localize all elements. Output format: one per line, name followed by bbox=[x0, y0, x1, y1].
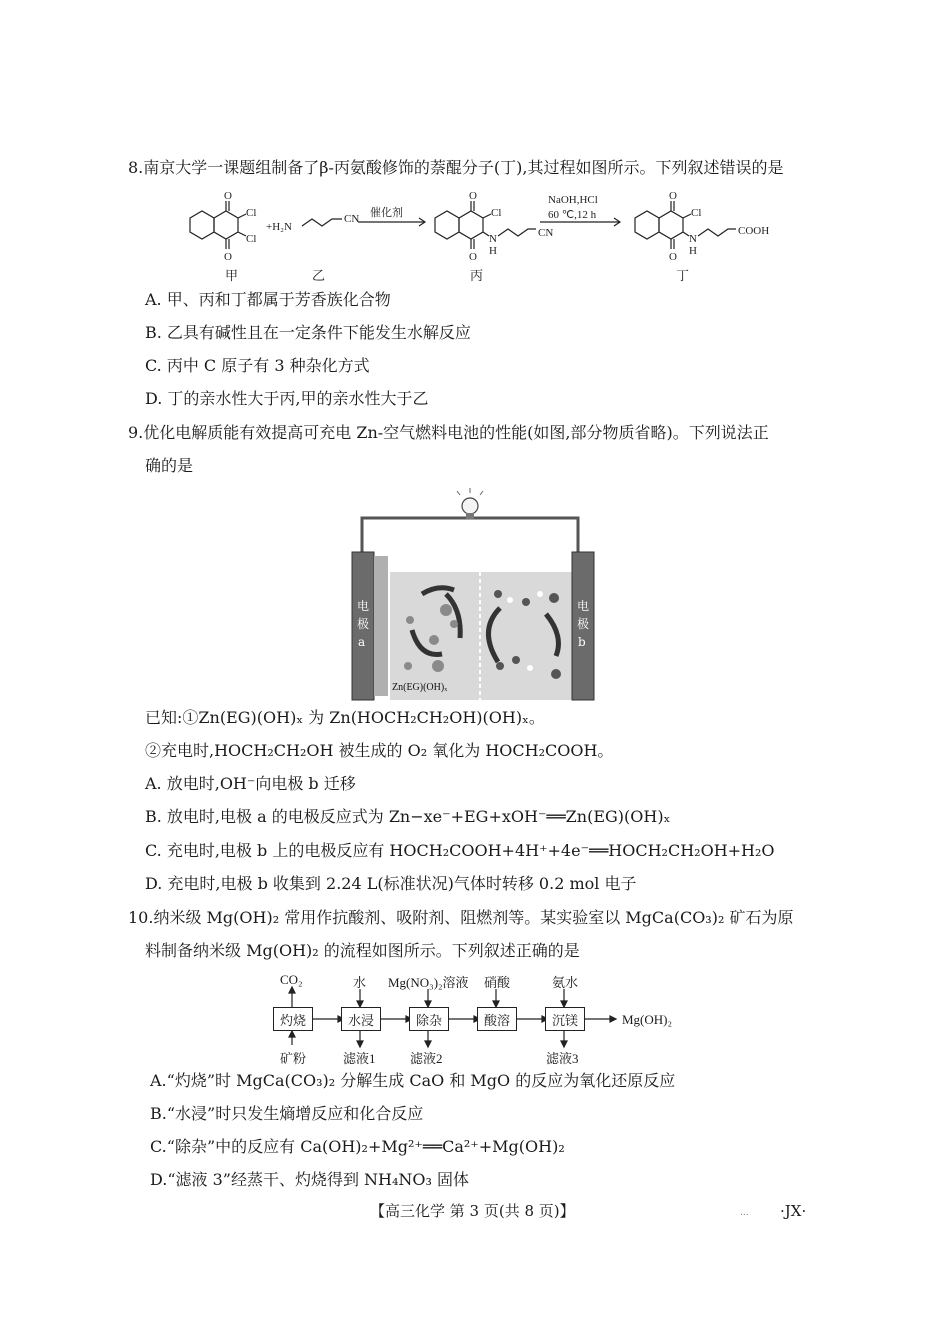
flow-step-acid-dissolve: 酸溶 bbox=[477, 1007, 517, 1031]
q9-stem-line2: 确的是 bbox=[145, 456, 194, 475]
q8-stem: 8.南京大学一课题组制备了β-丙氨酸修饰的萘醌分子(丁),其过程如图所示。下列叙述错误的是 bbox=[128, 158, 784, 177]
footer-page-info: 【高三化学 第 3 页(共 8 页)】 bbox=[370, 1202, 575, 1220]
cn-label: CN bbox=[344, 213, 360, 225]
o-label: O bbox=[669, 190, 677, 202]
cl-label: Cl bbox=[246, 233, 257, 245]
n-label: N bbox=[689, 233, 697, 245]
q8-reaction-scheme bbox=[180, 188, 780, 283]
q9-option-b: B. 放电时,电极 a 的电极反应式为 Zn−xe⁻+EG+xOH⁻══Zn(EG)(OH)ₓ bbox=[145, 807, 671, 826]
reagent-catalyst: 催化剂 bbox=[370, 207, 403, 219]
reagent-naoh-hcl: NaOH,HCl bbox=[548, 194, 598, 206]
n-label: N bbox=[489, 233, 497, 245]
q9-known-1: 已知:①Zn(EG)(OH)ₓ 为 Zn(HOCH₂CH₂OH)(OH)ₓ。 bbox=[145, 708, 545, 727]
q10-option-b: B.“水浸”时只发生熵增反应和化合反应 bbox=[150, 1104, 424, 1123]
flow-output-filtrate-1: 滤液1 bbox=[343, 1051, 376, 1066]
o-label: O bbox=[469, 190, 477, 202]
lightbulb-icon bbox=[457, 488, 483, 519]
flow-input-water: 水 bbox=[353, 975, 367, 990]
cl-label: Cl bbox=[491, 207, 502, 219]
flow-output-filtrate-3: 滤液3 bbox=[546, 1051, 579, 1066]
q9-known-2: ②充电时,HOCH₂CH₂OH 被生成的 O₂ 氧化为 HOCH₂COOH。 bbox=[145, 741, 614, 760]
footer-dots: ... bbox=[740, 1208, 749, 1218]
q8-option-d: D. 丁的亲水性大于丙,甲的亲水性大于乙 bbox=[145, 389, 429, 408]
flow-product: Mg(OH)₂ bbox=[622, 1012, 673, 1027]
label-ding: 丁 bbox=[676, 268, 690, 283]
o-label: O bbox=[669, 251, 677, 263]
label-bing: 丙 bbox=[470, 268, 484, 283]
q9-option-a: A. 放电时,OH⁻向电极 b 迁移 bbox=[145, 774, 356, 793]
q10-option-c: C.“除杂”中的反应有 Ca(OH)₂+Mg²⁺══Ca²⁺+Mg(OH)₂ bbox=[150, 1137, 565, 1156]
h2n-label: +H₂N bbox=[266, 221, 292, 233]
reagent-conditions: 60 ℃,12 h bbox=[548, 209, 597, 221]
h-label: H bbox=[489, 245, 497, 257]
product-label: Zn(EG)(OH)ₓ bbox=[392, 682, 448, 693]
h-label: H bbox=[689, 245, 697, 257]
q10-option-a: A.“灼烧”时 MgCa(CO₃)₂ 分解生成 CaO 和 MgO 的反应为氧化还原反应 bbox=[150, 1071, 676, 1090]
electrode-a-char: 极 bbox=[357, 617, 370, 631]
q9-option-d: D. 充电时,电极 b 收集到 2.24 L(标准状况)气体时转移 0.2 mol 电子 bbox=[145, 874, 637, 893]
label-yi: 乙 bbox=[312, 268, 326, 283]
battery-figure bbox=[350, 490, 602, 700]
cl-label: Cl bbox=[691, 207, 702, 219]
flow-output-co2: CO₂ bbox=[280, 972, 303, 987]
q9-stem-line1: 9.优化电解质能有效提高可充电 Zn-空气燃料电池的性能(如图,部分物质省略)。下列说法正 bbox=[128, 423, 769, 442]
q8-option-a: A. 甲、丙和丁都属于芳香族化合物 bbox=[145, 290, 391, 309]
flow-step-calcine: 灼烧 bbox=[273, 1007, 313, 1031]
electrode-b-char: 电 bbox=[577, 599, 590, 613]
q10-stem-line1: 10.纳米级 Mg(OH)₂ 常用作抗酸剂、吸附剂、阻燃剂等。某实验室以 MgCa(CO₃)₂ 矿石为原 bbox=[128, 908, 794, 927]
q10-option-d: D.“滤液 3”经蒸干、灼烧得到 NH₄NO₃ 固体 bbox=[150, 1170, 470, 1189]
electrode-a-char: 电 bbox=[357, 599, 370, 613]
q10-stem-line2: 料制备纳米级 Mg(OH)₂ 的流程如图所示。下列叙述正确的是 bbox=[145, 941, 580, 960]
cl-label: Cl bbox=[246, 207, 257, 219]
electrode-b-char: b bbox=[578, 635, 586, 649]
cn-label: CN bbox=[538, 227, 554, 239]
flow-input-mg-nitrate: Mg(NO₃)₂溶液 bbox=[388, 975, 469, 990]
cooh-label: COOH bbox=[738, 225, 770, 237]
flow-output-filtrate-2: 滤液2 bbox=[410, 1051, 443, 1066]
electrode-a-char: a bbox=[358, 635, 366, 649]
o-label: O bbox=[224, 251, 232, 263]
q8-option-b: B. 乙具有碱性且在一定条件下能发生水解反应 bbox=[145, 323, 471, 342]
flow-step-water-leach: 水浸 bbox=[341, 1007, 381, 1031]
flow-input-ore-powder: 矿粉 bbox=[280, 1051, 307, 1066]
o-label: O bbox=[224, 190, 232, 202]
footer-code: ·JX· bbox=[780, 1202, 807, 1220]
flow-input-nitric-acid: 硝酸 bbox=[484, 975, 511, 990]
q9-option-c: C. 充电时,电极 b 上的电极反应有 HOCH₂COOH+4H⁺+4e⁻══HOCH₂CH₂OH+H₂O bbox=[145, 841, 775, 860]
q8-option-c: C. 丙中 C 原子有 3 种杂化方式 bbox=[145, 356, 370, 375]
flow-step-purify: 除杂 bbox=[409, 1007, 449, 1031]
flow-step-precipitate-mg: 沉镁 bbox=[545, 1007, 585, 1031]
flow-input-ammonia: 氨水 bbox=[552, 975, 579, 990]
label-jia: 甲 bbox=[225, 268, 239, 283]
o-label: O bbox=[469, 251, 477, 263]
electrode-b-char: 极 bbox=[577, 617, 590, 631]
